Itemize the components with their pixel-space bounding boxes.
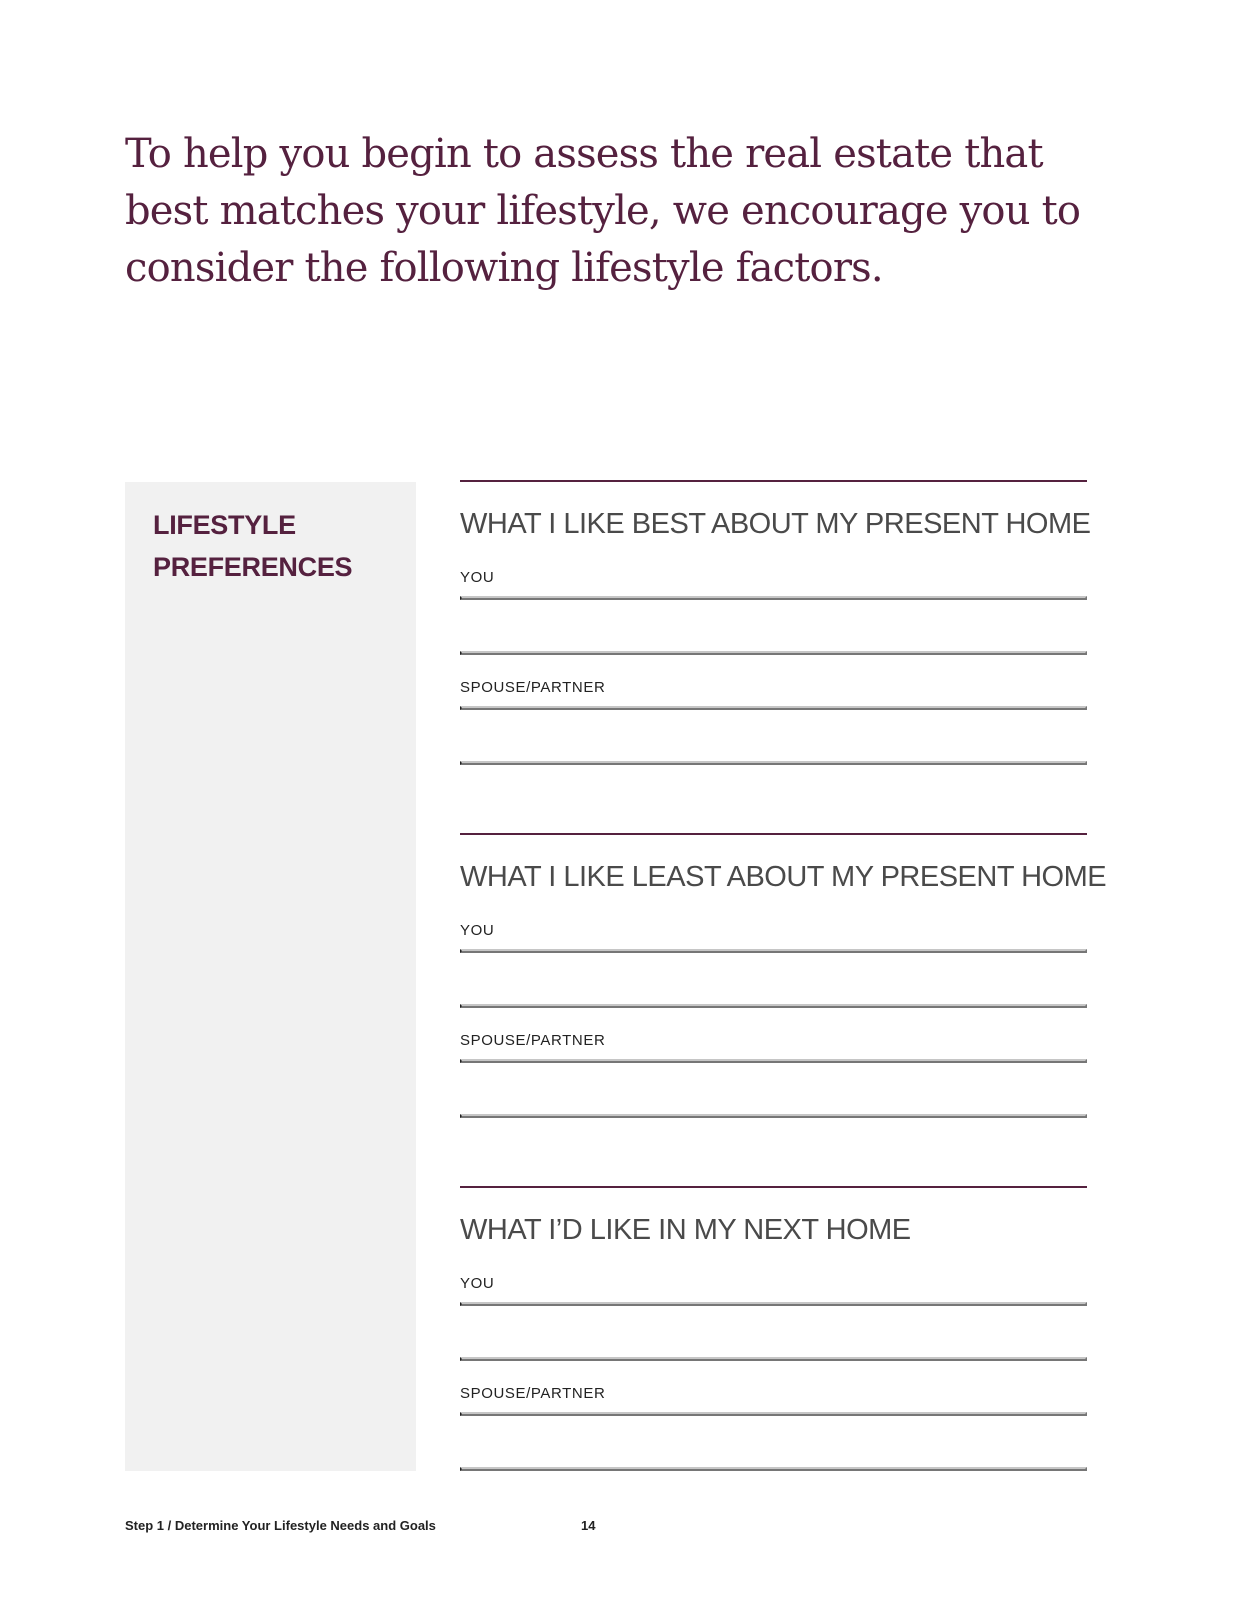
- sidebar-panel: [125, 482, 416, 1471]
- footer-step-text: Step 1 / Determine Your Lifestyle Needs and Goals: [125, 1518, 436, 1533]
- intro-line: best matches your lifestyle, we encourage you to: [125, 188, 1081, 234]
- you-answer-line-2[interactable]: [460, 1357, 1087, 1361]
- sidebar-title-line: PREFERENCES: [153, 552, 353, 582]
- partner-answer-line-1[interactable]: [460, 1412, 1087, 1416]
- partner-answer-line-2[interactable]: [460, 1467, 1087, 1471]
- section-divider: [460, 833, 1087, 835]
- you-answer-line-1[interactable]: [460, 949, 1087, 953]
- intro-line: consider the following lifestyle factors.: [125, 245, 883, 291]
- section-heading: WHAT I LIKE BEST ABOUT MY PRESENT HOME: [460, 508, 1091, 540]
- intro-line: To help you begin to assess the real estate that: [125, 131, 1043, 177]
- you-answer-line-1[interactable]: [460, 596, 1087, 600]
- you-answer-line-2[interactable]: [460, 1004, 1087, 1008]
- section-heading: WHAT I’D LIKE IN MY NEXT HOME: [460, 1214, 911, 1246]
- you-label: YOU: [460, 922, 495, 939]
- you-answer-line-2[interactable]: [460, 651, 1087, 655]
- section-divider: [460, 480, 1087, 482]
- section-heading: WHAT I LIKE LEAST ABOUT MY PRESENT HOME: [460, 861, 1107, 893]
- section-divider: [460, 1186, 1087, 1188]
- you-label: YOU: [460, 1275, 495, 1292]
- partner-answer-line-1[interactable]: [460, 1059, 1087, 1063]
- sidebar-title: [153, 504, 352, 588]
- sidebar-title-line: LIFESTYLE: [153, 510, 296, 540]
- partner-label: SPOUSE/PARTNER: [460, 1032, 606, 1049]
- intro-text: [125, 126, 1105, 297]
- you-answer-line-1[interactable]: [460, 1302, 1087, 1306]
- page-number: 14: [581, 1518, 596, 1533]
- partner-label: SPOUSE/PARTNER: [460, 679, 606, 696]
- partner-answer-line-2[interactable]: [460, 761, 1087, 765]
- partner-answer-line-1[interactable]: [460, 706, 1087, 710]
- you-label: YOU: [460, 569, 495, 586]
- partner-answer-line-2[interactable]: [460, 1114, 1087, 1118]
- partner-label: SPOUSE/PARTNER: [460, 1385, 606, 1402]
